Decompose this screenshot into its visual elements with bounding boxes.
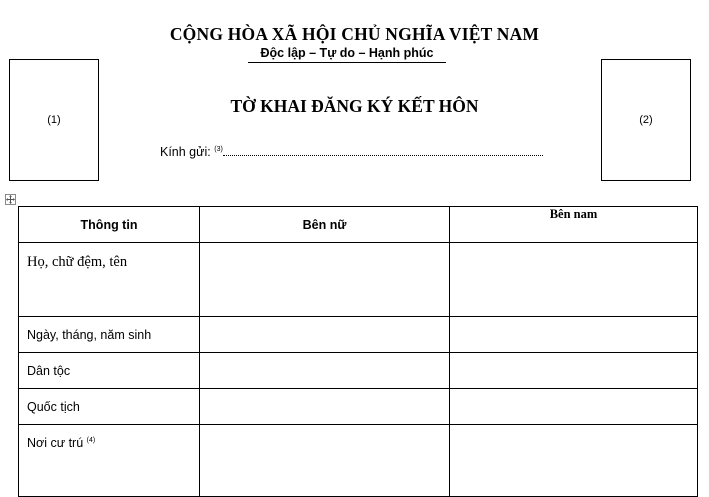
row-label-ethnicity: Dân tộc <box>19 353 200 389</box>
row-label-nationality: Quốc tịch <box>19 389 200 425</box>
header-info: Thông tin <box>19 207 200 243</box>
row-label-residence <box>19 425 200 497</box>
table-row <box>19 353 698 389</box>
female-birth-date-cell[interactable] <box>200 317 450 353</box>
table-row <box>19 317 698 353</box>
table-header-row <box>19 207 698 243</box>
addressee-footnote: (3) <box>214 146 223 153</box>
male-full-name-cell[interactable] <box>450 243 698 317</box>
male-nationality-cell[interactable] <box>450 389 698 425</box>
addressee-fill-line[interactable] <box>223 146 543 156</box>
national-motto: Độc lập – Tự do – Hạnh phúc <box>248 46 446 63</box>
photo-box-left-label: (1) <box>47 114 61 126</box>
residence-footnote: (4) <box>86 437 96 444</box>
table-row <box>19 389 698 425</box>
female-residence-cell[interactable] <box>200 425 450 497</box>
addressee-line <box>160 145 543 159</box>
header-female: Bên nữ <box>200 207 450 243</box>
female-nationality-cell[interactable] <box>200 389 450 425</box>
registration-table <box>18 206 698 497</box>
photo-box-left <box>9 59 99 181</box>
table-move-handle-icon[interactable] <box>5 194 16 205</box>
row-label-full-name: Họ, chữ đệm, tên <box>19 243 200 317</box>
row-label-residence-text: Nơi cư trú <box>27 436 84 450</box>
row-label-birth-date: Ngày, tháng, năm sinh <box>19 317 200 353</box>
form-title: TỜ KHAI ĐĂNG KÝ KẾT HÔN <box>230 96 479 116</box>
female-full-name-cell[interactable] <box>200 243 450 317</box>
photo-box-right-label: (2) <box>639 114 653 126</box>
table-row <box>19 425 698 497</box>
header-male: Bên nam <box>450 207 698 243</box>
photo-box-right <box>601 59 691 181</box>
table-row <box>19 243 698 317</box>
nation-heading: CỘNG HÒA XÃ HỘI CHỦ NGHĨA VIỆT NAM <box>169 24 540 44</box>
male-ethnicity-cell[interactable] <box>450 353 698 389</box>
male-birth-date-cell[interactable] <box>450 317 698 353</box>
female-ethnicity-cell[interactable] <box>200 353 450 389</box>
addressee-label: Kính gửi: <box>160 145 211 159</box>
male-residence-cell[interactable] <box>450 425 698 497</box>
